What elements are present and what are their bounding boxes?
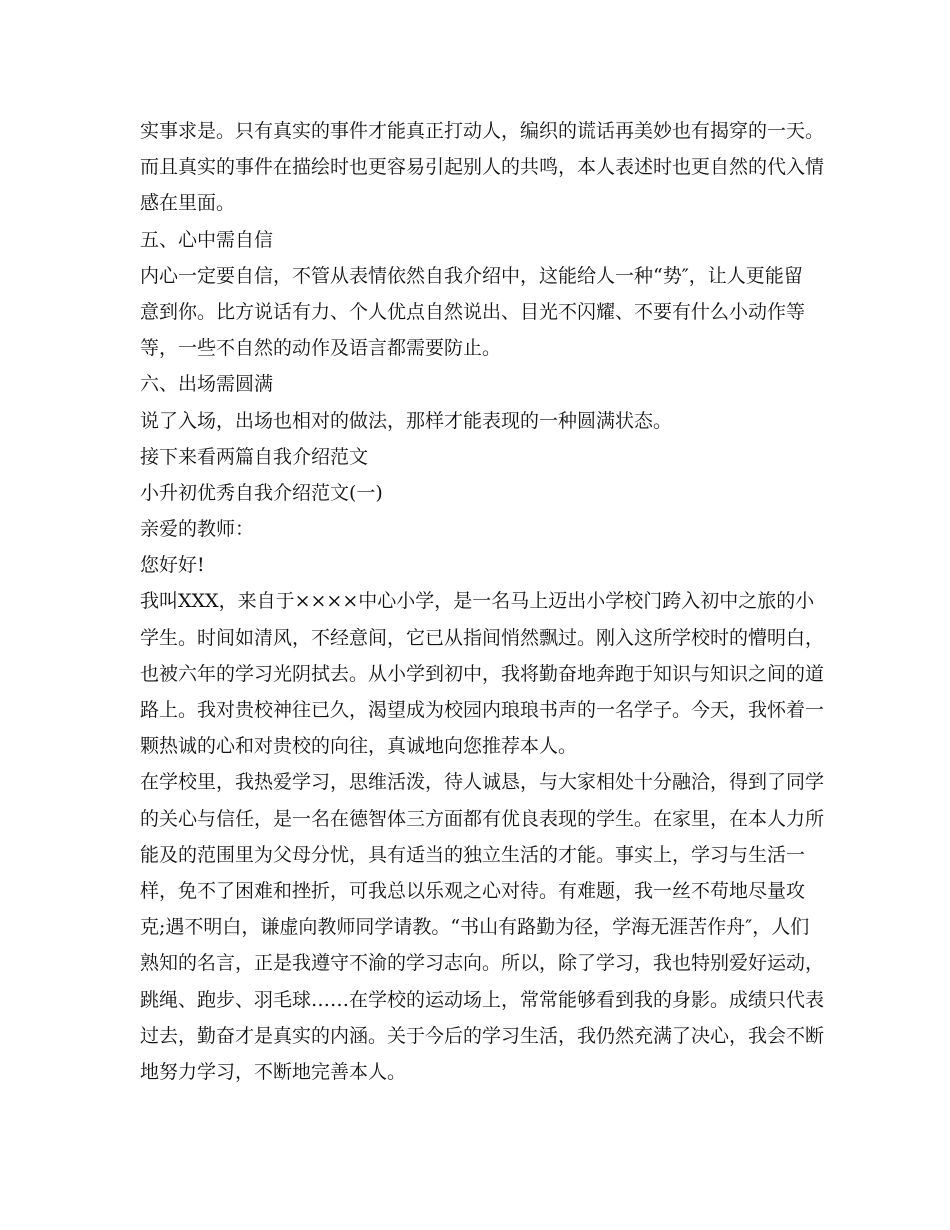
- text-line: 过去，勤奋才是真实的内涵。关于今后的学习生活，我仍然充满了决心，我会不断: [140, 1024, 825, 1047]
- text-line: 熟知的名言，正是我遵守不渝的学习志向。所以，除了学习，我也特别爱好运动，: [140, 952, 825, 975]
- sample-title: 小升初优秀自我介绍范文(一): [140, 481, 383, 504]
- text-line: 样，免不了困难和挫折，可我总以乐观之心对待。有难题，我一丝不苟地尽量攻: [140, 879, 806, 902]
- text-line: 接下来看两篇自我介绍范文: [140, 445, 369, 468]
- text-line: 路上。我对贵校神往已久，渴望成为校园内琅琅书声的一名学子。今天，我怀着一: [140, 699, 825, 721]
- text-line: 在学校里，我热爱学习，思维活泼，待人诚恳，与大家相处十分融洽，得到了同学: [140, 771, 825, 794]
- text-line: 能及的范围里为父母分忧，具有适当的独立生活的才能。事实上，学习与生活一: [140, 843, 806, 866]
- text-line: 也被六年的学习光阴拭去。从小学到初中，我将勤奋地奔跑于知识与知识之间的道: [140, 662, 825, 685]
- text-line: 实事求是。只有真实的事件才能真正打动人，编织的谎话再美妙也有揭穿的一天。: [140, 120, 825, 142]
- section-heading: 五、心中需自信: [140, 228, 274, 251]
- text-line: 我叫XXX，来自于××××中心小学，是一名马上迈出小学校门跨入初中之旅的小: [140, 590, 815, 613]
- document-body: [140, 113, 825, 1090]
- text-line: 地努力学习，不断地完善本人。: [140, 1060, 407, 1083]
- text-line: 说了入场，出场也相对的做法，那样才能表现的一种圆满状态。: [140, 409, 673, 432]
- text-line: 的关心与信任，是一名在德智体三方面都有优良表现的学生。在家里，在本人力所: [140, 807, 825, 830]
- text-line: 内心一定要自信，不管从表情依然自我介绍中，这能给人一种“势″，让人更能留: [140, 264, 803, 287]
- text-line: 克;遇不明白，谦虚向教师同学请教。“书山有路勤为径，学海无涯苦作舟″，人们: [140, 916, 810, 939]
- greeting: 您好好!: [140, 554, 205, 577]
- text-line: 意到你。比方说话有力、个人优点自然说出、目光不闪耀、不要有什么小动作等: [140, 300, 806, 323]
- salutation: 亲爱的教师：: [140, 518, 255, 541]
- text-line: 感在里面。: [140, 192, 236, 215]
- text-line: 等，一些不自然的动作及语言都需要防止。: [140, 337, 502, 360]
- text-line: 跳绳、跑步、羽毛球……在学校的运动场上，常常能够看到我的身影。成绩只代表: [140, 988, 825, 1011]
- section-heading: 六、出场需圆满: [140, 373, 274, 396]
- text-line: 而且真实的事件在描绘时也更容易引起别人的共鸣，本人表述时也更自然的代入情: [140, 156, 825, 179]
- text-line: 颗热诚的心和对贵校的向往，真诚地向您推荐本人。: [140, 735, 578, 758]
- text-line: 学生。时间如清风，不经意间，它已从指间悄然飘过。刚入这所学校时的懵明白，: [140, 626, 825, 649]
